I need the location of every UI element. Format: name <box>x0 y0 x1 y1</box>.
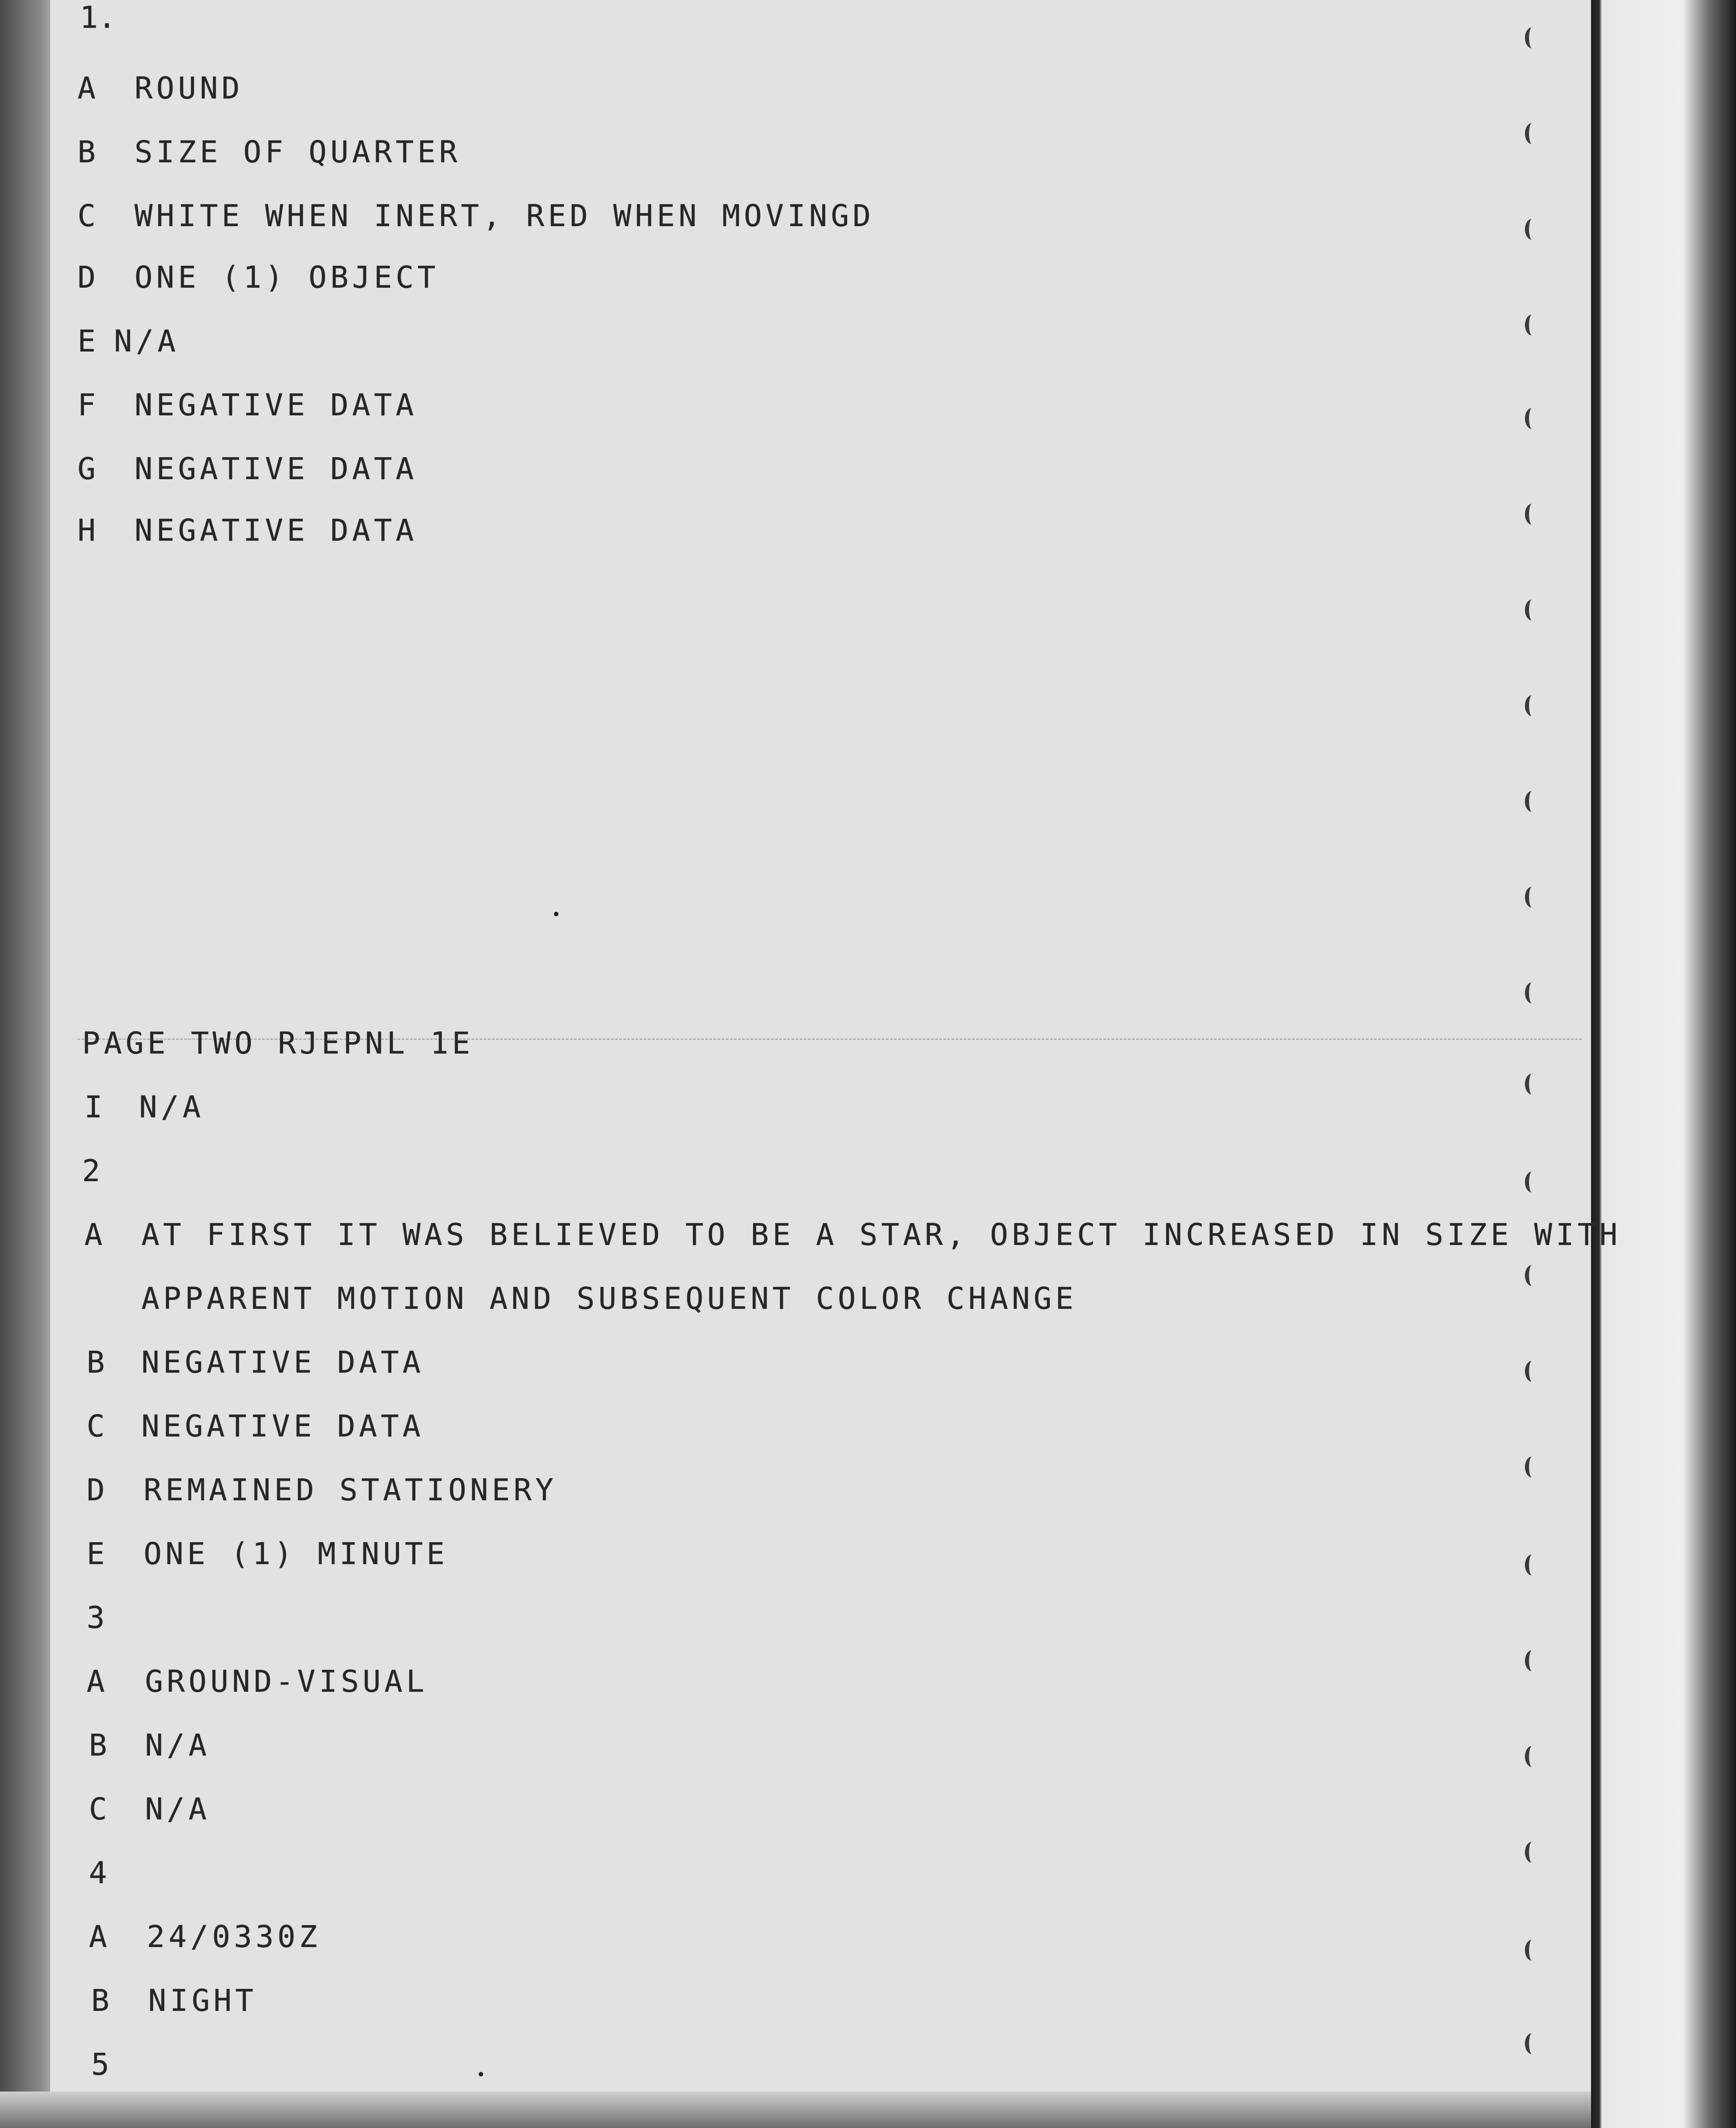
item-text: NEGATIVE DATA <box>141 1345 424 1380</box>
item-label: D <box>87 1472 105 1508</box>
item-text: AT FIRST IT WAS BELIEVED TO BE A STAR, OBJECT INCREASED IN SIZE WITH <box>141 1217 1622 1252</box>
punch-hole <box>1525 982 1539 1003</box>
item-text-continued: APPARENT MOTION AND SUBSEQUENT COLOR CHANGE <box>141 1281 1077 1316</box>
item-label: C <box>87 1409 105 1444</box>
punch-hole <box>1525 695 1539 716</box>
punch-hole <box>1525 2033 1539 2054</box>
item-text: NEGATIVE DATA <box>134 387 418 423</box>
punch-hole <box>1525 408 1539 429</box>
section-number: 2 <box>82 1153 100 1188</box>
page-header: PAGE TWO RJEPNL 1E <box>82 1026 474 1061</box>
item-text: N/A <box>139 1090 205 1125</box>
item-text: N/A <box>114 324 180 359</box>
punch-hole <box>1525 123 1539 144</box>
item-label: E <box>87 1536 105 1571</box>
section-number: 4 <box>89 1855 107 1890</box>
item-label: A <box>87 1664 105 1699</box>
section-number: 3 <box>87 1600 105 1635</box>
punch-hole <box>1525 27 1539 48</box>
punch-hole <box>1525 1650 1539 1671</box>
item-text: SIZE OF QUARTER <box>134 134 461 170</box>
punch-hole <box>1525 504 1539 525</box>
item-label: B <box>87 1345 105 1380</box>
item-text: N/A <box>145 1728 211 1763</box>
section-number: 5 <box>91 2047 109 2082</box>
item-text: 24/0330Z <box>147 1919 321 1954</box>
item-label: A <box>89 1919 107 1954</box>
item-label: C <box>78 198 96 233</box>
item-label: G <box>78 451 96 486</box>
item-label: B <box>91 1983 109 2018</box>
item-text: WHITE WHEN INERT, RED WHEN MOVINGD <box>134 198 875 233</box>
ink-speck <box>554 912 558 916</box>
punch-hole <box>1525 1361 1539 1382</box>
item-label: B <box>89 1728 107 1763</box>
scan-bottom-shadow <box>0 2092 1736 2128</box>
item-label: H <box>78 513 96 548</box>
punch-hole <box>1525 219 1539 240</box>
item-label: F <box>78 387 96 423</box>
punch-hole <box>1525 599 1539 620</box>
punch-hole <box>1525 1074 1539 1095</box>
item-label: D <box>78 260 96 295</box>
item-text: NEGATIVE DATA <box>134 451 418 486</box>
item-text: NEGATIVE DATA <box>134 513 418 548</box>
section-1-number: 1. <box>80 0 116 35</box>
item-label: I <box>84 1090 103 1125</box>
punch-hole <box>1525 1746 1539 1767</box>
punch-hole <box>1525 1172 1539 1193</box>
item-label: E <box>78 324 96 359</box>
punch-hole <box>1525 791 1539 812</box>
item-text: ONE (1) MINUTE <box>144 1536 449 1571</box>
item-label: A <box>78 71 96 106</box>
item-label: B <box>78 134 96 170</box>
tractor-feed-strip <box>1591 0 1736 2128</box>
item-text: ROUND <box>134 71 243 106</box>
item-label: C <box>89 1792 107 1827</box>
item-text: NEGATIVE DATA <box>141 1409 424 1444</box>
item-text: ONE (1) OBJECT <box>134 260 439 295</box>
punch-hole <box>1525 1842 1539 1863</box>
punch-hole <box>1525 887 1539 908</box>
item-label: A <box>84 1217 103 1252</box>
punch-hole <box>1525 1940 1539 1961</box>
punch-hole <box>1525 1555 1539 1575</box>
punch-hole <box>1525 315 1539 336</box>
ink-speck <box>479 2072 483 2076</box>
item-text: NIGHT <box>148 1983 257 2018</box>
punch-hole <box>1525 1265 1539 1286</box>
item-text: REMAINED STATIONERY <box>144 1472 557 1508</box>
item-text: N/A <box>145 1792 211 1827</box>
item-text: GROUND-VISUAL <box>145 1664 428 1699</box>
punch-hole <box>1525 1457 1539 1477</box>
